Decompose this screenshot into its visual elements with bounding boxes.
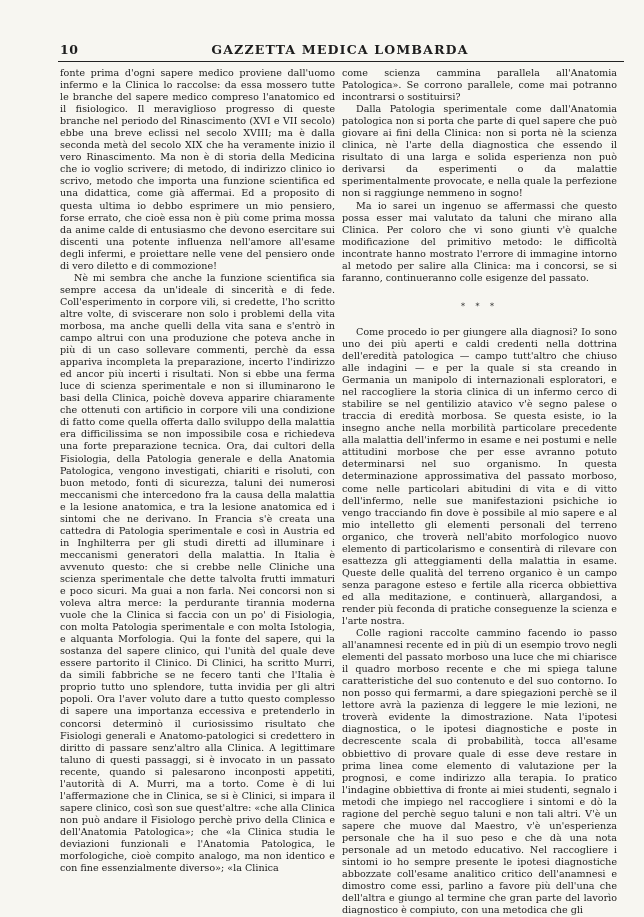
header-rule <box>58 61 624 62</box>
paragraph: Nè mi sembra che anche la funzione scientifica sia sempre accesa da un'ideale di sincerità e di fede. Coll'esperimento in corpore vili, si credette, l'ho scritto altre volte, di sviscerare non solo i problemi della vita morbosa, ma anche quelli della vita sana e s'entrò in campo altrui con una produzione che poteva anche in più di un caso sollevare commenti, perchè da essa appariva incompleta la preparazione, incerto l'indirizzo ed ancor più incerti i risultati. Non si ebbe una ferma luce di scienza sperimentale e non si illuminarono le basi della Clinica, poichè doveva apparire chiaramente che ottenuti con artificio in corpore vili una condizione di fatto come quella offerta dallo sviluppo della malattia era difficilissima se non impossibile cosa e richiedeva una forte preparazione tecnica. Ora, dai cultori della Fisiologia, della Patologia generale e della Anatomia Patologica, vengono investigati, chiariti e risoluti, con buon metodo, fonti di sicurezza, taluni dei numerosi meccanismi che intercedono fra la causa della malattia e la lesione anatomica, e tra la lesione anatomica ed i sintomi che ne derivano. In Francia s'è creata una cattedra di Patologia sperimentale e così in Austria ed in Inghilterra per gli studi diretti ad illuminare i meccanismi generatori della malattia. In Italia è avvenuto questo: che si crebbe nelle Cliniche una scienza sperimentale che dette talvolta frutti immaturi e poco sicuri. Ma guai a non farla. Nei concorsi non si voleva altra merce: la perdurante tirannia moderna vuole che la Clinica si faccia con un po' di Fisiologia, con molta Patologia sperimentale e con molta Istologia, e alquanta Morfologia. Qui la fonte del sapere, qui la sostanza del sapere clinico, qui l'unità del quale deve essere partorito il Clinico. Di Clinici, ha scritto Murri, da simili fabbriche se ne fecero tanti che l'Italia è proprio tutto uno splendore, tutta invidia per gli altri popoli. Ora l'aver voluto dare a tutto questo complesso di sapere una importanza eccessiva e pretenderlo in concorsi determinò il curiosissimo risultato che Fisiologi generali e Anatomo-patologici si credettero in diritto di passare senz'altro alla Clinica. A legittimare taluno di questi passaggi, si è invocato in un passato recente, quando si palesarono inconposti appetiti, l'autorità di A. Murri, ma a torto. Come è di lui l'affermazione che in Clinica, se si è Clinici, si impara il sapere clinico, così son sue quest'altre: «che alla Clinica non può andare il Fisiologo perchè privo della Clinica e dell'Anatomia Patologica»; che «la Clinica studia le deviazioni funzionali e l'Anatomia Patologica, le morfologiche, cioè compito analogo, ma non identico e con fine essenzialmente diverso»; «la Clinica <box>60 272 335 875</box>
paragraph: Ma io sarei un ingenuo se affermassi che questo possa esser mai valutato da taluni che mirano alla Clinica. Per coloro che vi sono giunti v'è qualche modificazione del primitivo metodo: le difficoltà incontrate hanno mostrato l'errore di immagine intorno al metodo per salire alla Clinica: ma i concorsi, se si faranno, continueranno colle esigenze del passato. <box>342 200 617 284</box>
paragraph: Come procedo io per giungere alla diagnosi? Io sono uno dei più aperti e caldi credenti nella dottrina dell'eredità patologica — campo tutt'altro che chiuso alle indagini — e per la quale si sta creando in Germania un manipolo di internazionali esploratori, e nel raccogliere la storia clinica di un infermo cerco di stabilire se nel gentilizio atavico v'è segno palese o traccia di eredità morbosa. Se questa esiste, io la insegno anche nella morbilità particolare precedente alla malattia dell'infermo in esame e nei postumi e nelle attitudini morbose che per esse avranno potuto determinarsi nel suo organismo. In questa determinazione approssimativa del passato morboso, come nelle particolari abitudini di vita e di vitto dell'infermo, nelle sue manifestazioni psichiche io vengo tracciando fin dove è possibile al mio sapere e al mio intelletto gli elementi personali del terreno organico, che troverà nell'abito morfologico nuovo elemento di particolarismo e consentirà di rilevare con esattezza gli atteggiamenti della malattia in esame. Queste delle qualità del terreno organico è un campo senza paragone esteso e fertile alla ricerca obbiettiva ed alla meditazione, e continuerà, allargandosi, a render più feconda di pratiche conseguenze la scienza e l'arte nostra. <box>342 326 617 628</box>
journal-title: GAZZETTA MEDICA LOMBARDA <box>211 42 469 57</box>
left-column <box>60 68 335 875</box>
right-column <box>342 68 617 917</box>
section-separator: * * * <box>460 301 499 311</box>
paragraph: come scienza cammina parallela all'Anatomia Patologica». Se corrono parallele, come mai potranno incontrarsi o sostituirsi? <box>342 68 617 104</box>
page-header <box>60 42 620 60</box>
page-number: 10 <box>60 42 79 57</box>
paragraph: Dalla Patologia sperimentale come dall'Anatomia patologica non si porta che parte di quel sapere che può giovare ai fini della Clinica: non si porta nè la scienza clinica, nè l'arte della diagnostica che essendo il risultato di una larga e solida esperienza non può derivarsi da esperimenti o da malattie sperimentalmente provocate, e nella quale la perfezione non si raggiunge nemmeno in sogno! <box>342 104 617 200</box>
paragraph: Colle ragioni raccolte cammino facendo io passo all'anamnesi recente ed in più di un esempio trovo negli elementi del passato morboso una luce che mi chiarisce il quadro morboso recente e che mi spiega talune caratteristiche del suo contenuto e del suo contorno. Io non posso qui fermarmi, a dare spiegazioni perchè se il lettore avrà la pazienza di leggere le mie lezioni, ne troverà evidente la dimostrazione. Nata l'ipotesi diagnostica, o le ipotesi diagnostiche e poste in decrescente scala di probabilità, tocca all'esame obbiettivo di provare quale di esse deve restare in prima linea come elemento di valutazione per la prognosi, e come indirizzo alla terapia. Io pratico l'indagine obbiettiva di fronte ai miei studenti, segnalo i metodi che impiego nel raccogliere i sintomi e dò la ragione del perchè seguo taluni e non tali altri. V'è un sapere che muove dal Maestro, v'è un'esperienza personale che ha il suo peso e che dà una nota personale ad un metodo educativo. Nel raccogliere i sintomi io ho sempre presente le ipotesi diagnostiche abbozzate coll'esame analitico critico dell'anamnesi e dimostro come essi, parlino a favore più dell'una che dell'altra e giungo al termine che gran parte del lavorìo diagnostico è compiuto, con una metodica che gli <box>342 628 617 917</box>
paragraph: fonte prima d'ogni sapere medico proviene dall'uomo infermo e la Clinica lo raccolse: da essa mossero tutte le branche del sapere medico compreso l'anatomico ed il fisiologico. Il meraviglioso progresso di queste branche nel periodo del Rinascimento (XVI e VII secolo) ebbe una breve eclissi nel secolo XVIII; ma è dalla seconda metà del secolo XIX che ha veramente inizio il vero Rinascimento. Ma non è di storia della Medicina che io voglio scrivere; di metodo, di indirizzo clinico io scrivo, metodo che importa una funzione scientifica ed una didattica, come già affermai. Ed a proposito di questa ultima io debbo esprimere un mio pensiero, forse errato, che cioè essa non è più come prima mossa da anime calde di entusiasmo che devono esercitare sui discenti una potente influenza nell'amore all'esame degli infermi, e proiettare nelle vene del pensiero onde di vero diletto e di commozione! <box>60 68 335 272</box>
